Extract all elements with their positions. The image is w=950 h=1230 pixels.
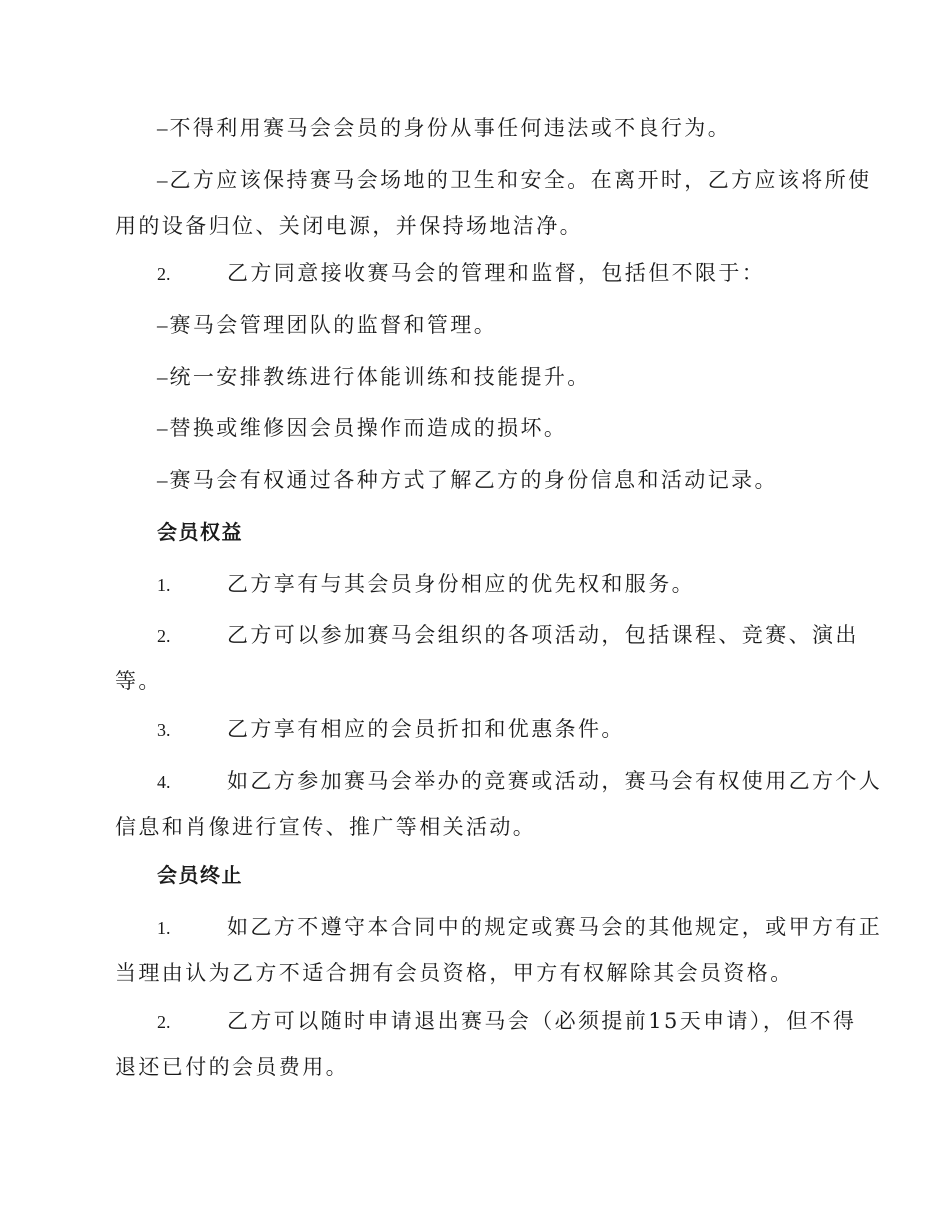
numbered-item <box>115 250 835 297</box>
item-number: 4. <box>157 772 171 792</box>
paragraph-text-continued: 当理由认为乙方不适合拥有会员资格，甲方有权解除其会员资格。 <box>115 961 794 985</box>
item-number: 3. <box>157 720 171 740</box>
paragraph-text: 乙方可以参加赛马会组织的各项活动，包括课程、竞赛、演出 <box>227 623 859 647</box>
list-item <box>115 354 835 400</box>
item-number: 2. <box>157 264 171 284</box>
paragraph-text: 乙方可以随时申请退出赛马会（必须提前15天申请），但不得 <box>227 1009 857 1033</box>
item-number: 1. <box>157 575 171 595</box>
list-item <box>115 405 835 451</box>
list-item <box>115 302 835 348</box>
paragraph-text-continued: 退还已付的会员费用。 <box>115 1055 349 1079</box>
paragraph-text: 乙方享有与其会员身份相应的优先权和服务。 <box>227 572 695 596</box>
list-item <box>115 105 835 151</box>
paragraph-text: 乙方同意接收赛马会的管理和监督，包括但不限于： <box>227 261 766 285</box>
numbered-item <box>115 612 859 704</box>
numbered-item <box>115 706 835 753</box>
dash-marker: – <box>157 168 168 192</box>
dash-marker: – <box>157 313 168 337</box>
paragraph-text: 替换或维修因会员操作而造成的损坏。 <box>169 416 568 440</box>
numbered-item <box>115 758 883 850</box>
item-number: 2. <box>157 1012 171 1032</box>
dash-marker: – <box>157 468 168 492</box>
paragraph-text: 赛马会有权通过各种方式了解乙方的身份信息和活动记录。 <box>169 468 778 492</box>
paragraph-text-continued: 用的设备归位、关闭电源，并保持场地洁净。 <box>115 214 583 238</box>
item-number: 2. <box>157 626 171 646</box>
numbered-item <box>115 561 835 608</box>
paragraph-text-continued: 信息和肖像进行宣传、推广等相关活动。 <box>115 815 537 839</box>
paragraph-text-continued: 等。 <box>115 669 162 693</box>
section-heading <box>115 852 835 898</box>
dash-marker: – <box>157 116 168 140</box>
numbered-item <box>115 904 883 996</box>
paragraph-text: 赛马会管理团队的监督和管理。 <box>169 313 498 337</box>
numbered-item <box>115 998 857 1090</box>
dash-marker: – <box>157 416 168 440</box>
item-number: 1. <box>157 918 171 938</box>
section-heading <box>115 509 835 555</box>
paragraph-text: 如乙方参加赛马会举办的竞赛或活动，赛马会有权使用乙方个人 <box>227 769 883 793</box>
list-item <box>115 457 835 503</box>
paragraph-text: 统一安排教练进行体能训练和技能提升。 <box>169 365 591 389</box>
list-item <box>115 157 872 249</box>
dash-marker: – <box>157 365 168 389</box>
section-heading-text: 会员终止 <box>157 863 243 887</box>
paragraph-text: 乙方应该保持赛马会场地的卫生和安全。在离开时，乙方应该将所使 <box>169 168 872 192</box>
paragraph-text: 不得利用赛马会会员的身份从事任何违法或不良行为。 <box>169 116 732 140</box>
section-heading-text: 会员权益 <box>157 520 243 544</box>
paragraph-text: 乙方享有相应的会员折扣和优惠条件。 <box>227 717 625 741</box>
paragraph-text: 如乙方不遵守本合同中的规定或赛马会的其他规定，或甲方有正 <box>227 915 883 939</box>
